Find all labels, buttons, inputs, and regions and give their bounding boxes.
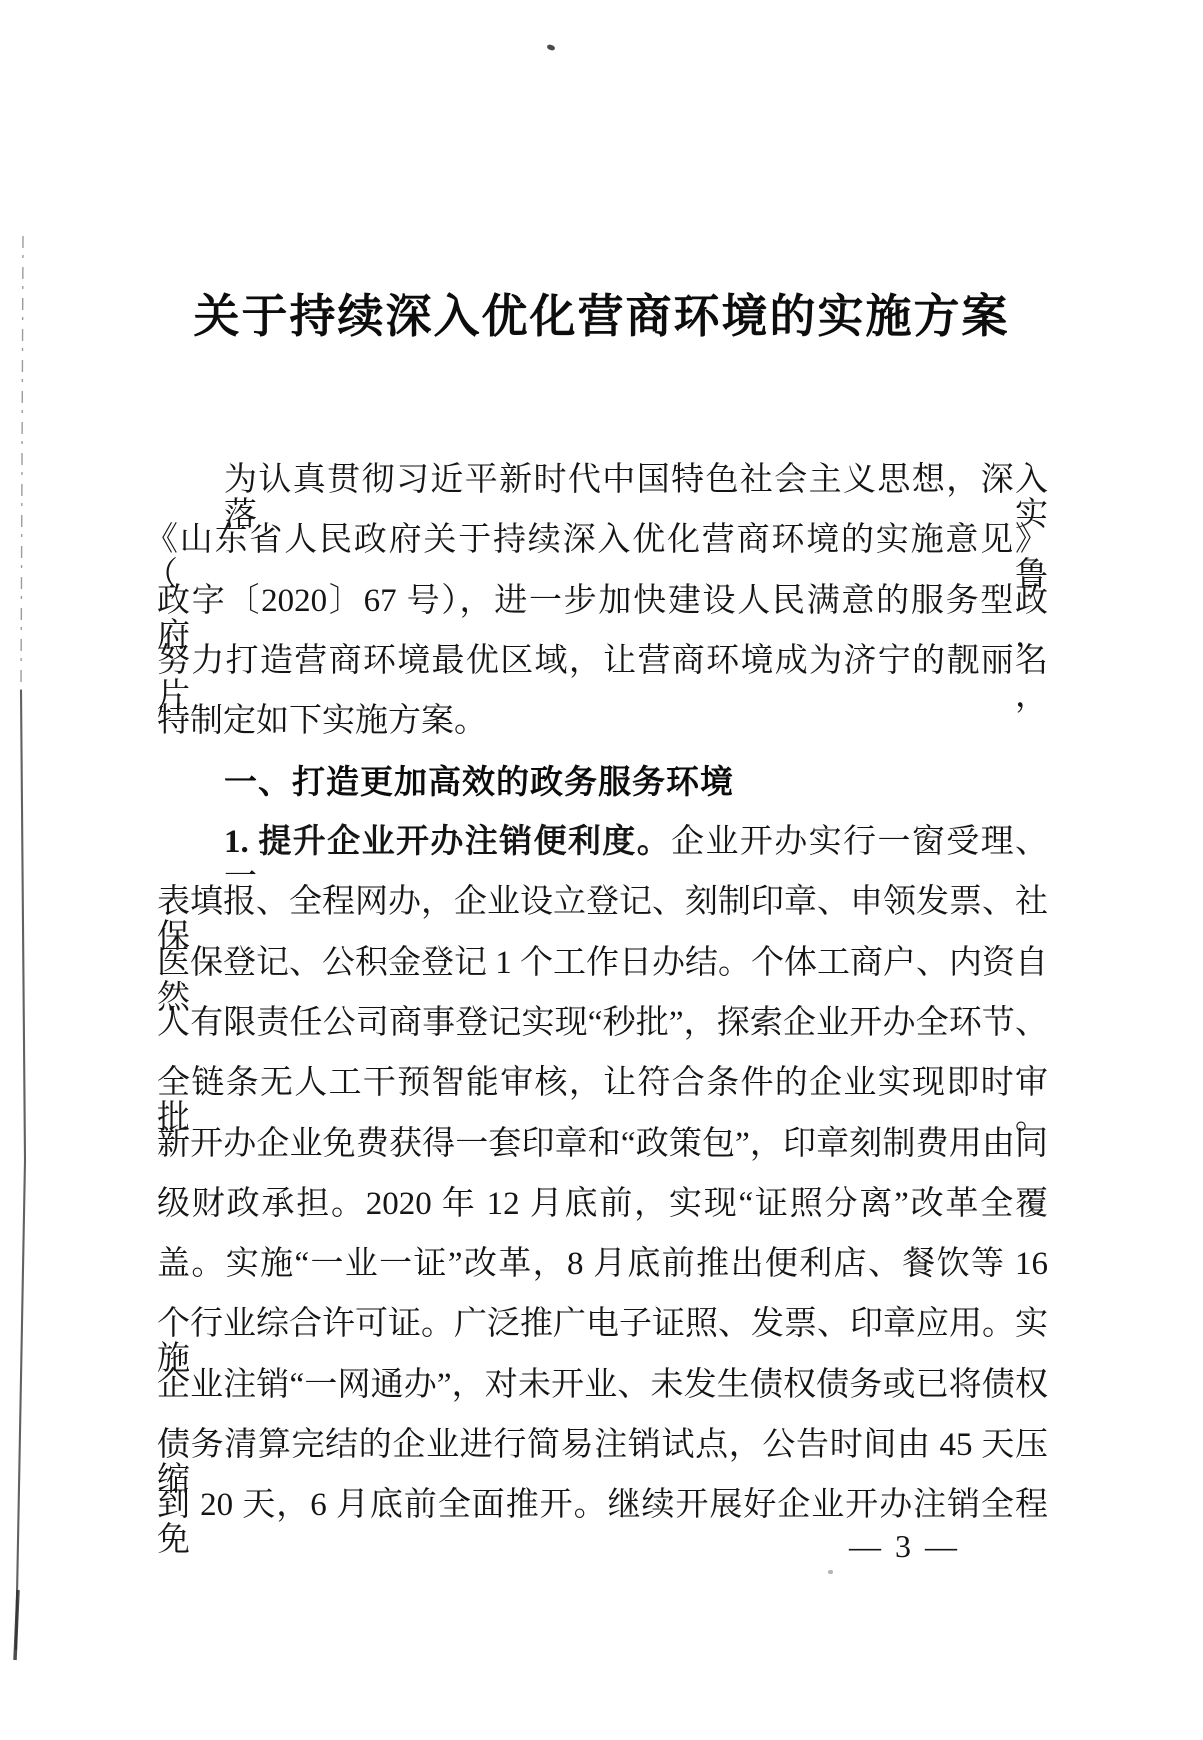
scan-speck: [546, 44, 555, 51]
text-line: 医保登记、公积金登记 1 个工作日办结。个体工商户、内资自然: [157, 945, 1048, 1016]
text-line: 全链条无人工干预智能审核，让符合条件的企业实现即时审批。: [157, 1065, 1048, 1136]
text-line: 级财政承担。2020 年 12 月底前，实现“证照分离”改革全覆: [157, 1186, 1048, 1222]
text-line: 到 20 天，6 月底前全面推开。继续开展好企业开办注销全程免: [157, 1487, 1048, 1558]
section-heading: 一、打造更加高效的政务服务环境: [224, 763, 734, 800]
text-line: 人有限责任公司商事登记实现“秒批”，探索企业开办全环节、: [157, 1005, 1048, 1041]
text-line: 表填报、全程网办，企业设立登记、刻制印章、申领发票、社保: [157, 884, 1048, 955]
text-line: 特制定如下实施方案。: [157, 703, 487, 739]
text-line: 政字〔2020〕67 号），进一步加快建设人民满意的服务型政府，: [157, 583, 1048, 654]
text-line: 《山东省人民政府关于持续深入优化营商环境的实施意见》（鲁: [145, 522, 1048, 593]
text-line: 企业注销“一网通办”，对未开业、未发生债权债务或已将债权: [157, 1367, 1048, 1403]
item-text: 企业开办实行一窗受理、一: [224, 824, 1049, 895]
text-line: 个行业综合许可证。广泛推广电子证照、发票、印章应用。实施: [157, 1306, 1048, 1377]
page-number: — 3 —: [849, 1528, 960, 1564]
document-title: 关于持续深入优化营商环境的实施方案: [193, 291, 1010, 342]
text-line: 债务清算完结的企业进行简易注销试点，公告时间由 45 天压缩: [157, 1427, 1048, 1498]
text-line: 新开办企业免费获得一套印章和“政策包”，印章刻制费用由同: [157, 1126, 1048, 1162]
text-line: 努力打造营商环境最优区域，让营商环境成为济宁的靓丽名片，: [157, 643, 1048, 714]
text-line: 为认真贯彻习近平新时代中国特色社会主义思想，深入落实: [224, 462, 1048, 533]
scan-speck: [828, 1570, 833, 1574]
text-line: 盖。实施“一业一证”改革，8 月底前推出便利店、餐饮等 16: [157, 1246, 1048, 1282]
item-lead: 1. 提升企业开办注销便利度。: [224, 824, 672, 860]
